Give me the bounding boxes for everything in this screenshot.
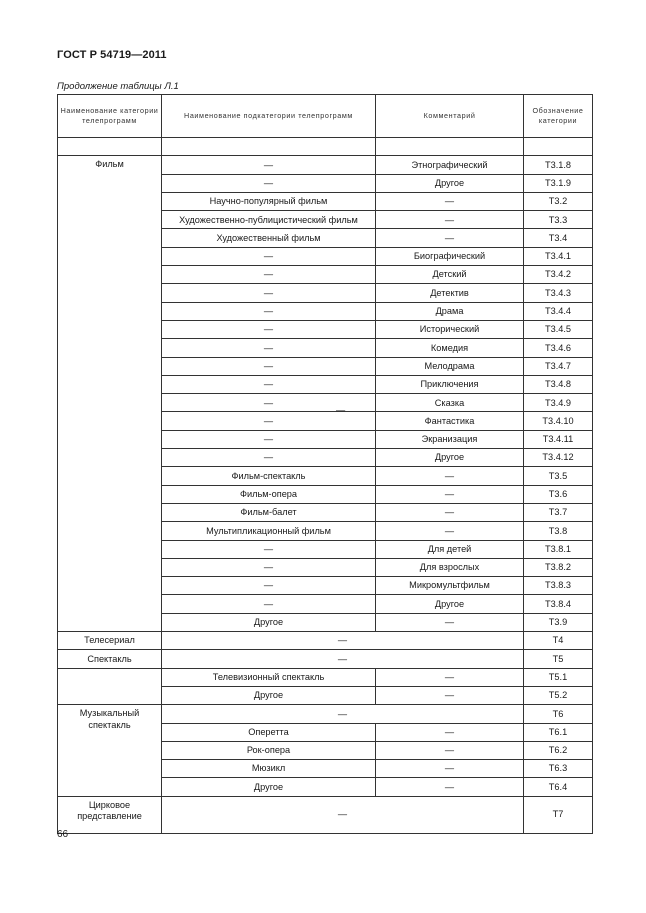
document-header: ГОСТ Р 54719—2011 <box>57 49 167 61</box>
table-row <box>58 156 593 174</box>
subcategory-cell: — <box>162 174 376 192</box>
comment-cell: Этнографический <box>376 156 524 174</box>
code-cell: Т3.4.11 <box>524 430 593 448</box>
code-cell: Т3.3 <box>524 211 593 229</box>
header-code: Обозначение категории <box>524 95 593 138</box>
subcategory-cell: Фильм-спектакль <box>162 467 376 485</box>
subcategory-cell: Фильм-опера <box>162 485 376 503</box>
code-cell: Т7 <box>524 796 593 833</box>
comment-cell: — <box>376 686 524 704</box>
subcategory-cell: — <box>162 247 376 265</box>
code-cell: Т3.2 <box>524 192 593 210</box>
comment-cell: Драма <box>376 302 524 320</box>
code-cell: Т6.4 <box>524 778 593 796</box>
subcategory-cell: — <box>162 375 376 393</box>
subcategory-cell: — <box>162 595 376 613</box>
subcategory-cell: Художественно-публицистический фильм <box>162 211 376 229</box>
subcategory-cell: Другое <box>162 778 376 796</box>
subcategory-cell: — <box>162 357 376 375</box>
table-row <box>58 650 593 668</box>
code-cell: Т3.4.10 <box>524 412 593 430</box>
comment-cell: Другое <box>376 174 524 192</box>
code-cell: Т3.8.3 <box>524 577 593 595</box>
comment-cell: — <box>376 211 524 229</box>
category-musical: Музыкальный спектакль <box>58 705 162 796</box>
merged-cell: — <box>162 632 524 650</box>
merged-cell: — <box>162 796 524 833</box>
subcategory-cell: — <box>162 320 376 338</box>
comment-cell: — <box>376 741 524 759</box>
gap-cell <box>524 138 593 156</box>
comment-cell: Детский <box>376 266 524 284</box>
subcategory-cell: Рок-опера <box>162 741 376 759</box>
subcategory-cell: — <box>162 156 376 174</box>
extra-dash: — <box>336 405 346 415</box>
comment-cell: — <box>376 723 524 741</box>
code-cell: Т5.2 <box>524 686 593 704</box>
comment-cell: Комедия <box>376 339 524 357</box>
category-table <box>57 94 593 834</box>
subcategory-cell: Научно-популярный фильм <box>162 192 376 210</box>
comment-cell: Для взрослых <box>376 558 524 576</box>
code-cell: Т6.3 <box>524 760 593 778</box>
code-cell: Т3.1.9 <box>524 174 593 192</box>
subcategory-cell: Мультипликационный фильм <box>162 522 376 540</box>
subcategory-cell: Другое <box>162 686 376 704</box>
gap-cell <box>162 138 376 156</box>
code-cell: Т3.4.2 <box>524 266 593 284</box>
code-cell: Т5 <box>524 650 593 668</box>
subcategory-cell: — <box>162 302 376 320</box>
comment-cell: Исторический <box>376 320 524 338</box>
table-header-row <box>58 95 593 138</box>
table-row <box>58 632 593 650</box>
comment-cell: — <box>376 760 524 778</box>
code-cell: Т3.4.4 <box>524 302 593 320</box>
code-cell: Т3.8.4 <box>524 595 593 613</box>
comment-cell: Фантастика <box>376 412 524 430</box>
subcategory-cell: Телевизионный спектакль <box>162 668 376 686</box>
table-caption: Продолжение таблицы Л.1 <box>57 81 179 92</box>
code-cell: Т3.4.12 <box>524 449 593 467</box>
header-comment: Комментарий <box>376 95 524 138</box>
comment-cell: — <box>376 229 524 247</box>
code-cell: Т3.4.6 <box>524 339 593 357</box>
code-cell: Т5.1 <box>524 668 593 686</box>
code-cell: Т3.5 <box>524 467 593 485</box>
code-cell: Т3.1.8 <box>524 156 593 174</box>
comment-cell: Мелодрама <box>376 357 524 375</box>
comment-cell: — <box>376 522 524 540</box>
table-row <box>58 796 593 833</box>
merged-cell: — <box>162 650 524 668</box>
code-cell: Т6 <box>524 705 593 723</box>
comment-cell: Другое <box>376 595 524 613</box>
merged-cell: — <box>162 705 524 723</box>
code-cell: Т3.4.9 <box>524 394 593 412</box>
subcategory-cell: — <box>162 284 376 302</box>
film-section <box>58 156 593 632</box>
gap-cell <box>58 138 162 156</box>
subcategory-cell: — <box>162 540 376 558</box>
code-cell: Т3.4.1 <box>524 247 593 265</box>
code-cell: Т3.4.3 <box>524 284 593 302</box>
subcategory-cell: — <box>162 339 376 357</box>
comment-cell: Детектив <box>376 284 524 302</box>
other-sections <box>58 632 593 834</box>
category-serial: Телесериал <box>58 632 162 650</box>
code-cell: Т6.1 <box>524 723 593 741</box>
comment-cell: Для детей <box>376 540 524 558</box>
comment-cell: Микромультфильм <box>376 577 524 595</box>
subcategory-cell: Другое <box>162 613 376 631</box>
table-row <box>58 668 593 686</box>
subcategory-cell: — <box>162 558 376 576</box>
code-cell: Т3.9 <box>524 613 593 631</box>
code-cell: Т3.6 <box>524 485 593 503</box>
comment-cell: Экранизация <box>376 430 524 448</box>
comment-cell: — <box>376 467 524 485</box>
comment-cell: — <box>376 192 524 210</box>
code-cell: Т3.4.7 <box>524 357 593 375</box>
subcategory-cell: — <box>162 430 376 448</box>
subcategory-cell: Оперетта <box>162 723 376 741</box>
code-cell: Т3.8.2 <box>524 558 593 576</box>
code-cell: Т3.4.8 <box>524 375 593 393</box>
subcategory-cell: — <box>162 449 376 467</box>
code-cell: Т4 <box>524 632 593 650</box>
subcategory-cell: — <box>162 577 376 595</box>
code-cell: Т3.4 <box>524 229 593 247</box>
subcategory-cell: — <box>162 412 376 430</box>
subcategory-cell: — <box>162 266 376 284</box>
comment-cell: — <box>376 503 524 521</box>
code-cell: Т3.8.1 <box>524 540 593 558</box>
subcategory-cell: Фильм-балет <box>162 503 376 521</box>
category-film: Фильм <box>58 156 162 632</box>
subcategory-cell: Мюзикл <box>162 760 376 778</box>
subcategory-cell: — <box>162 394 376 412</box>
comment-cell: — <box>376 485 524 503</box>
comment-cell: Сказка <box>376 394 524 412</box>
header-gap-row <box>58 138 593 156</box>
comment-cell: — <box>376 613 524 631</box>
category-empty <box>58 668 162 705</box>
comment-cell: Биографический <box>376 247 524 265</box>
subcategory-cell: Художественный фильм <box>162 229 376 247</box>
header-category: Наименование категории телепрограмм <box>58 95 162 138</box>
code-cell: Т3.7 <box>524 503 593 521</box>
code-cell: Т3.4.5 <box>524 320 593 338</box>
code-cell: Т6.2 <box>524 741 593 759</box>
comment-cell: Приключения <box>376 375 524 393</box>
category-circus: Цирковое представление <box>58 796 162 833</box>
header-subcategory: Наименование подкатегории телепрограмм <box>162 95 376 138</box>
page-number: 66 <box>57 829 69 840</box>
category-spectacle: Спектакль <box>58 650 162 668</box>
code-cell: Т3.8 <box>524 522 593 540</box>
comment-cell: Другое <box>376 449 524 467</box>
comment-cell: — <box>376 668 524 686</box>
comment-cell: — <box>376 778 524 796</box>
table-row <box>58 705 593 723</box>
gap-cell <box>376 138 524 156</box>
